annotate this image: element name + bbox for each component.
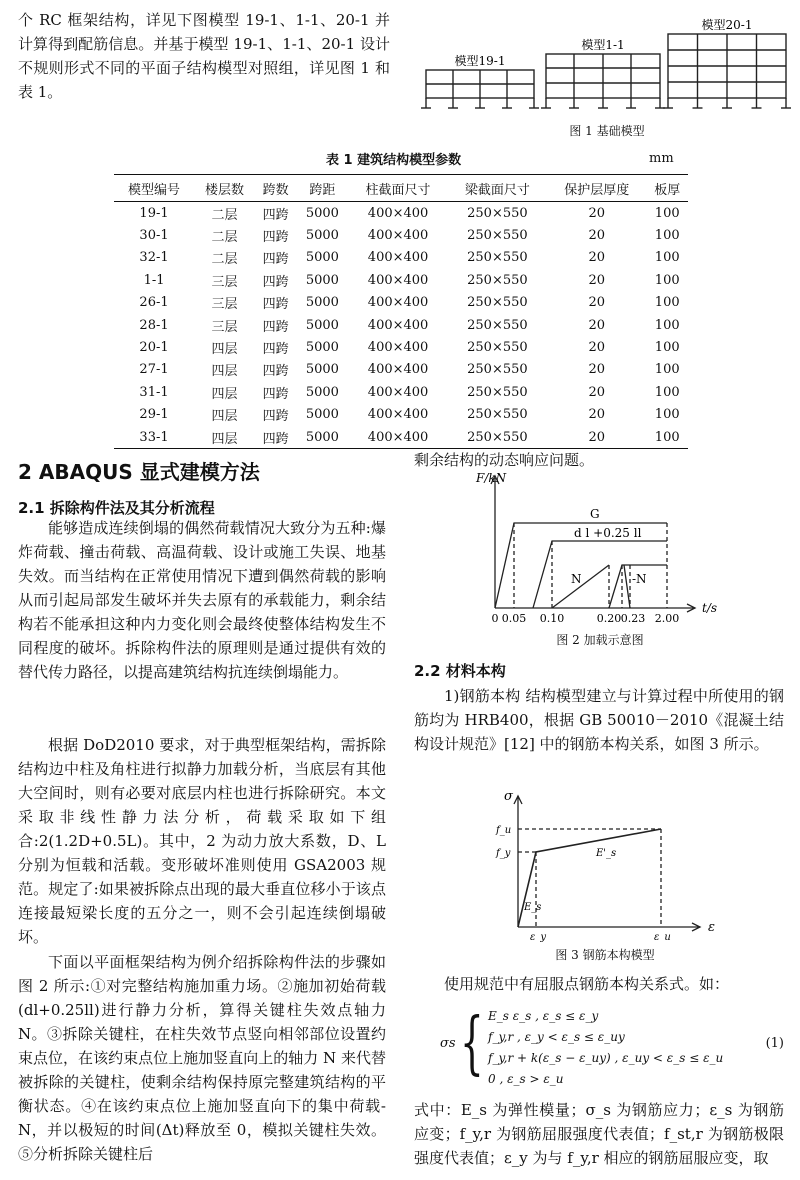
table-cell: 四跨 bbox=[262, 230, 289, 246]
paragraph-steel-constitutive: 1)钢筋本构 结构模型建立与计算过程中所使用的钢筋均为 HRB400，根据 GB 50010－2010《混凝土结构设计规范》[12] 中的钢筋本构关系，如图 3 所示。 bbox=[414, 687, 784, 753]
table-cell: 20 bbox=[588, 295, 606, 311]
paragraph-loads: 能够造成连续倒塌的偶然荷载情况大致分为五种:爆炸荷载、撞击荷载、高温荷载、设计或施工失误、地基失效。而当结构在正常使用情况下遭到偶然荷载的影响从而引起局部发生破坏并失去原有的承载能力，剩余结构若不能承担这种内力变化则会最终使整体结构发生不同程度的破坏。拆除构件法的原理则是通过提供有效的替代传力路径，以提高建筑结构抗连续倒塌能力。 bbox=[18, 519, 386, 681]
formula-lhs: σs bbox=[440, 1036, 456, 1051]
table-cell: 二层 bbox=[211, 252, 238, 268]
table-cell: 32-1 bbox=[139, 250, 169, 266]
fig3-label-ey: ε_y bbox=[530, 932, 547, 942]
table-row bbox=[114, 404, 688, 426]
table-cell: 四跨 bbox=[262, 431, 289, 447]
table-cell: 20 bbox=[588, 362, 606, 378]
table-cell: 20 bbox=[588, 250, 606, 266]
table-cell: 5000 bbox=[305, 340, 339, 356]
table-cell: 27-1 bbox=[139, 362, 169, 378]
formula-number: (1) bbox=[765, 1036, 784, 1051]
paragraph-steps: 下面以平面框架结构为例介绍拆除构件法的步骤如图 2 所示:①对完整结构施加重力场。②施加初始荷载(dl+0.25ll)进行静力分析，算得关键柱失效点轴力 N。③拆除关键柱，在柱失效节点竖向相邻部位设置约束点位，在该约束点位上施加竖直向上的轴力 N 来代替被拆除的关键柱，使剩余结构保持原完整建筑结构的平衡状态。④在该约束点位上施加竖直向下的集中荷载-N，并以极短的时间(Δt)释放至 0，模拟关键柱失效。⑤分析拆除关键柱后 bbox=[18, 953, 386, 1163]
table-cell: 5000 bbox=[305, 295, 339, 311]
table-cell: 四层 bbox=[211, 431, 238, 447]
table-1-title: 表 1 建筑结构模型参数 bbox=[326, 153, 462, 168]
section-2-heading: 2 ABAQUS 显式建模方法 bbox=[18, 460, 260, 484]
figure-2-caption: 图 2 加载示意图 bbox=[556, 633, 644, 647]
table-cell: 5000 bbox=[305, 384, 339, 400]
model-19-1-frame bbox=[421, 70, 539, 108]
table-cell: 400×400 bbox=[367, 228, 429, 244]
header-column-section: 柱截面尺寸 bbox=[365, 182, 431, 198]
table-cell: 四跨 bbox=[262, 386, 289, 402]
table-cell: 100 bbox=[654, 429, 680, 445]
table-1-body bbox=[114, 202, 688, 449]
fig2-label-N: N bbox=[571, 572, 582, 586]
table-cell: 19-1 bbox=[139, 205, 169, 221]
fig2-xlabel: t/s bbox=[702, 601, 718, 615]
table-cell: 250×550 bbox=[467, 228, 528, 244]
figure-2-loading-diagram bbox=[470, 470, 730, 628]
table-cell: 1-1 bbox=[143, 272, 165, 288]
table-cell: 250×550 bbox=[467, 317, 528, 333]
table-cell: 250×550 bbox=[467, 250, 528, 266]
figure-1-caption: 图 1 基础模型 bbox=[569, 124, 645, 138]
table-cell: 四层 bbox=[211, 342, 238, 358]
table-cell: 250×550 bbox=[467, 362, 528, 378]
fig3-label-fu: f_u bbox=[496, 825, 512, 836]
figure-3-caption: 图 3 钢筋本构模型 bbox=[555, 948, 655, 962]
table-cell: 四跨 bbox=[262, 207, 289, 223]
fig2-curve-negN-drop bbox=[624, 565, 630, 608]
model-1-1-label: 模型1-1 bbox=[581, 38, 625, 52]
table-row bbox=[114, 224, 688, 246]
table-cell: 四跨 bbox=[262, 274, 289, 290]
table-cell: 20 bbox=[588, 340, 606, 356]
table-cell: 28-1 bbox=[139, 317, 169, 333]
table-cell: 20 bbox=[588, 228, 606, 244]
table-row bbox=[114, 292, 688, 314]
table-cell: 250×550 bbox=[467, 295, 528, 311]
header-span-length: 跨距 bbox=[309, 182, 336, 198]
fig2-label-negN: -N bbox=[632, 572, 647, 586]
table-cell: 20 bbox=[588, 429, 606, 445]
table-cell: 100 bbox=[654, 317, 680, 333]
table-cell: 250×550 bbox=[467, 340, 528, 356]
fig2-label-G: G bbox=[590, 507, 600, 521]
fig2-tick-0-20: 0.20 bbox=[596, 612, 622, 625]
header-model-id: 模型编号 bbox=[128, 182, 181, 198]
table-1 bbox=[114, 174, 688, 449]
table-cell: 三层 bbox=[211, 274, 238, 290]
table-row bbox=[114, 202, 688, 225]
table-row bbox=[114, 426, 688, 449]
fig2-label-dl: d l +0.25 ll bbox=[574, 526, 642, 540]
formula-brace: { bbox=[460, 1004, 484, 1083]
table-1-unit: mm bbox=[649, 151, 674, 166]
fig2-curve-dl bbox=[533, 541, 667, 608]
table-row bbox=[114, 359, 688, 381]
table-cell: 250×550 bbox=[467, 272, 528, 288]
table-cell: 250×550 bbox=[467, 384, 528, 400]
header-floors: 楼层数 bbox=[204, 182, 244, 198]
table-cell: 三层 bbox=[211, 319, 238, 335]
table-cell: 5000 bbox=[305, 205, 339, 221]
table-cell: 400×400 bbox=[367, 250, 429, 266]
figure-1-base-models bbox=[412, 10, 796, 140]
fig2-tick-0: 0 bbox=[491, 612, 499, 625]
header-slab: 板厚 bbox=[654, 182, 681, 198]
table-cell: 5000 bbox=[305, 429, 339, 445]
fig2-tick-0-05: 0.05 bbox=[501, 612, 527, 625]
table-cell: 100 bbox=[654, 272, 680, 288]
table-cell: 100 bbox=[654, 250, 680, 266]
table-cell: 四层 bbox=[211, 364, 238, 380]
table-cell: 四跨 bbox=[262, 319, 289, 335]
table-cell: 400×400 bbox=[367, 272, 429, 288]
table-row bbox=[114, 336, 688, 358]
table-cell: 5000 bbox=[305, 407, 339, 423]
formula-1 bbox=[440, 1006, 784, 1090]
table-cell: 四跨 bbox=[262, 409, 289, 425]
model-19-1-label: 模型19-1 bbox=[454, 54, 506, 68]
table-header-row bbox=[114, 175, 688, 202]
right-top-text: 剩余结构的动态响应问题。 bbox=[414, 451, 595, 469]
paragraph-formula-intro: 使用规范中有屈服点钢筋本构关系式。如： bbox=[444, 975, 730, 993]
formula-case-2: f_y,r , ε_y < ε_s ≤ ε_uy bbox=[488, 1030, 625, 1044]
table-cell: 400×400 bbox=[367, 295, 429, 311]
table-cell: 二层 bbox=[211, 230, 238, 246]
table-cell: 400×400 bbox=[367, 205, 429, 221]
fig2-tick-0-10: 0.10 bbox=[539, 612, 565, 625]
header-cover: 保护层厚度 bbox=[564, 182, 630, 198]
table-cell: 400×400 bbox=[367, 407, 429, 423]
paragraph-dod2010: 根据 DoD2010 要求，对于典型框架结构，需拆除结构边中柱及角柱进行拟静力加载分析，当底层有其他大空间时，则有必要对底层内柱也进行拆除研究。本文采取非线性静力法分析，荷载采取如下组合:2(1.2D+0.5L)。其中，2 为动力放大系数，D、L 分别为恒载和活载。变形破坏准则使用 GSA2003 规范。规定了:如果被拆除点出现的最大垂直位移小于该点连接最短梁长度的五分之一，则不会引起连续倒塌破坏。 bbox=[18, 736, 386, 946]
table-cell: 四跨 bbox=[262, 342, 289, 358]
fig2-tick-2-00: 2.00 bbox=[654, 612, 680, 625]
formula-case-3: f_y,r + k(ε_s − ε_uy) , ε_uy < ε_s ≤ ε_u bbox=[488, 1051, 724, 1065]
table-row bbox=[114, 381, 688, 403]
fig2-tick-0-23: 0.23 bbox=[620, 612, 646, 625]
table-cell: 250×550 bbox=[467, 407, 528, 423]
table-cell: 20 bbox=[588, 384, 606, 400]
table-cell: 400×400 bbox=[367, 362, 429, 378]
table-cell: 400×400 bbox=[367, 317, 429, 333]
table-cell: 20 bbox=[588, 205, 606, 221]
table-cell: 二层 bbox=[211, 207, 238, 223]
table-cell: 250×550 bbox=[467, 429, 528, 445]
table-cell: 31-1 bbox=[139, 384, 169, 400]
table-cell: 29-1 bbox=[139, 407, 169, 423]
table-cell: 5000 bbox=[305, 250, 339, 266]
formula-case-1: E_s ε_s , ε_s ≤ ε_y bbox=[488, 1009, 599, 1023]
table-cell: 四层 bbox=[211, 386, 238, 402]
fig3-label-Esp: E'_s bbox=[596, 848, 617, 859]
table-cell: 100 bbox=[654, 362, 680, 378]
table-row bbox=[114, 314, 688, 336]
table-cell: 20 bbox=[588, 407, 606, 423]
table-cell: 四跨 bbox=[262, 252, 289, 268]
table-cell: 20 bbox=[588, 272, 606, 288]
table-cell: 四跨 bbox=[262, 364, 289, 380]
section-2-2-heading: 2.2 材料本构 bbox=[414, 662, 506, 680]
table-cell: 400×400 bbox=[367, 384, 429, 400]
formula-case-4: 0 , ε_s > ε_u bbox=[488, 1072, 564, 1086]
table-cell: 20-1 bbox=[139, 340, 169, 356]
header-spans: 跨数 bbox=[262, 182, 289, 198]
table-cell: 100 bbox=[654, 384, 680, 400]
header-beam-section: 梁截面尺寸 bbox=[464, 182, 530, 198]
fig3-xlabel: ε bbox=[708, 920, 715, 935]
table-cell: 33-1 bbox=[139, 429, 169, 445]
fig3-label-eu: ε_u bbox=[654, 932, 671, 942]
table-cell: 100 bbox=[654, 228, 680, 244]
table-row bbox=[114, 269, 688, 291]
table-cell: 四层 bbox=[211, 409, 238, 425]
section-2-1-heading: 2.1 拆除构件法及其分析流程 bbox=[18, 499, 215, 517]
intro-paragraph: 个 RC 框架结构，详见下图模型 19-1、1-1、20-1 并计算得到配筋信息。并基于模型 19-1、1-1、20-1 设计不规则形式不同的平面子结构模型对照组，详见图 1 和表 1。 bbox=[18, 11, 390, 101]
table-cell: 5000 bbox=[305, 317, 339, 333]
model-20-1-frame bbox=[663, 34, 791, 108]
table-cell: 400×400 bbox=[367, 340, 429, 356]
table-cell: 400×400 bbox=[367, 429, 429, 445]
table-cell: 250×550 bbox=[467, 205, 528, 221]
table-cell: 5000 bbox=[305, 362, 339, 378]
model-20-1-label: 模型20-1 bbox=[701, 18, 753, 32]
model-1-1-frame bbox=[541, 54, 665, 108]
table-cell: 四跨 bbox=[262, 297, 289, 313]
figure-3-steel-model bbox=[478, 782, 722, 942]
table-cell: 100 bbox=[654, 205, 680, 221]
table-cell: 5000 bbox=[305, 272, 339, 288]
table-cell: 100 bbox=[654, 407, 680, 423]
table-cell: 20 bbox=[588, 317, 606, 333]
table-cell: 26-1 bbox=[139, 295, 169, 311]
table-cell: 100 bbox=[654, 340, 680, 356]
table-cell: 三层 bbox=[211, 297, 238, 313]
table-row bbox=[114, 247, 688, 269]
paragraph-formula-symbols: 式中：E_s 为弹性模量；σ_s 为钢筋应力；ε_s 为钢筋应变；f_y,r 为钢筋屈服强度代表值；f_st,r 为钢筋极限强度代表值；ε_y 为与 f_y,r 相应的钢筋屈服应变，取 bbox=[414, 1101, 784, 1167]
fig3-label-fy: f_y bbox=[496, 848, 511, 859]
fig3-ylabel: σ bbox=[504, 789, 513, 804]
table-cell: 30-1 bbox=[139, 228, 169, 244]
fig2-ylabel: F/kN bbox=[476, 471, 507, 485]
table-cell: 5000 bbox=[305, 228, 339, 244]
table-cell: 100 bbox=[654, 295, 680, 311]
fig3-label-Es: E_s bbox=[524, 902, 542, 913]
